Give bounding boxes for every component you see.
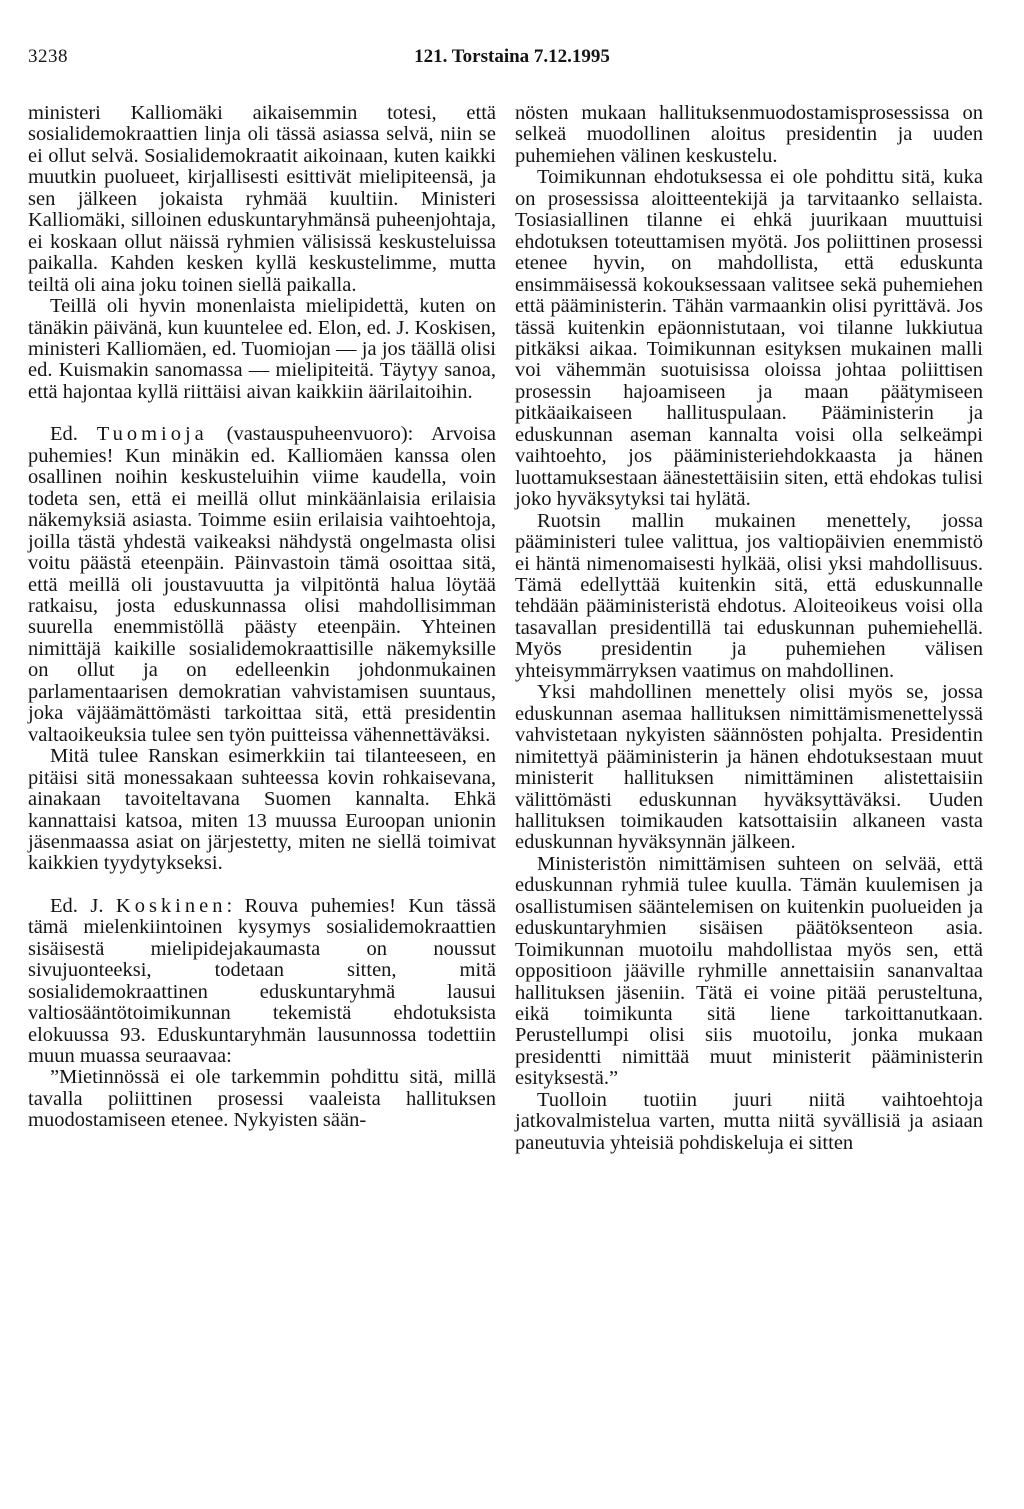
speaker-name: Tuomioja: [96, 423, 208, 446]
running-title: 121. Torstaina 7.12.1995: [414, 46, 610, 67]
speech-text: : Rouva puhemies! Kun tässä tämä mielenkiintoinen kysymys sosialidemokraattien sisäisestä mielipidejakaumasta on noussut sivujuonteeksi, todetaan sitten, mitä sosialidemokraattinen eduskuntaryhmä lausui valtiosääntötoimikunnan tekemistä ehdotuksista elokuussa 93. Eduskuntaryhmän lausunnossa todettiin muun muassa seuraavaa:: [28, 894, 497, 1068]
quote-paragraph: Ruotsin mallin mukainen menettely, jossa pääministeri tulee valittua, jos valtiopäivien enemmistö ei häntä nimenomaisesti hylkää, olisi yksi mahdollisuus. Tämä edellyttää kuitenkin sitä, että eduskunnalle tehdään pääministeristä ehdotus. Aloiteoikeus voisi olla tasavallan presidentillä tai eduskunnan puhemiehellä. Myös presidentin ja puhemiehen välisen yhteisymmärryksen vaatimus on mahdollinen.: [515, 509, 983, 682]
quote-paragraph: Toimikunnan ehdotuksessa ei ole pohdittu sitä, kuka on prosessissa aloitteentekijä ja tarvitaanko sellaista. Tosiasiallinen tilanne ei ehkä juurikaan muuttuisi ehdotuksen toteuttamisen myötä. Jos poliittinen prosessi etenee hyvin, on mahdollista, että eduskunta ensimmäisessä kokouksessaan valitsee sekä puhemiehen että pääministerin. Tähän varmaankin olisi pyrittävä. Jos tässä kuitenkin epäonnistutaan, voi tilanne lukkiutua pitkäksi aikaa. Toimikunnan esityksen mukainen malli voi vähemmän suotuisissa oloissa johtaa poliittisen prosessin hajoamiseen ja maan päätymiseen pitkäaikaiseen hallituspulaan. Pääministerin ja eduskunnan aseman kannalta voisi olla selkeämpi vaihtoehto, jos pääministeriehdokkaasta ja hänen luottamuksestaan äänestettäisiin siten, että ehdokas tulisi joko hyväksytyksi tai hylätä.: [515, 166, 983, 511]
speech-text: (vastauspuheenvuoro): Arvoisa puhemies! Kun minäkin ed. Kalliomäen kanssa olen osallinen noihin keskusteluihin viime kaudella, voin todeta sen, että ei meillä ollut minkäänlaisia erilaisia näkemyksiä asiasta. Toimme esiin erilaisia vaihtoehtoja, joilla tästä yhdestä vaikeaksi nähdystä ongelmasta olisi voitu päästä eteenpäin. Päinvastoin tämä osoittaa sitä, että meillä oli joustavuutta ja vilpitöntä halua löytää ratkaisu, josta eduskunnassa olisi mahdollisimman suurella enemmistöllä päästy eteenpäin. Yhteinen nimittäjä kaikille sosialidemokraattisille näkemyksille on ollut ja on edelleenkin johdonmukainen parlamentaarisen demokratian vahvistamisen suuntaus, joka väjäämättömästi tarkoittaa sitä, että presidentin valtaoikeuksia tulee sen työn puitteissa vähennettäväksi.: [28, 423, 496, 746]
speech-tuomioja: [28, 424, 496, 746]
speaker-prefix: Ed.: [50, 423, 97, 446]
quote-paragraph: Yksi mahdollinen menettely olisi myös se, jossa eduskunnan asemaa hallituksen nimittämismenettelyssä vahvistetaan nykyisten säännösten pohjalta. Presidentin nimitettyä pääministerin ja hänen ehdotuksestaan muut ministerit hallituksen nimittäminen alistettaisiin välittömästi eduskunnan hyväksyttäväksi. Uuden hallituksen toimikauden katsottaisiin alkaneen vasta eduskunnan hyväksynnän jälkeen.: [515, 681, 983, 854]
speech-koskinen: [28, 896, 496, 1068]
paragraph: Tuolloin tuotiin juuri niitä vaihtoehtoja jatkovalmistelua varten, mutta niitä syvällisiä ja asiaan paneutuvia yhteisiä pohdiskeluja ei sitten: [515, 1088, 983, 1154]
quote-paragraph: nösten mukaan hallituksenmuodostamisprosessissa on selkeä muodollinen aloitus presidentin ja uuden puhemiehen välinen keskustelu.: [515, 102, 983, 167]
speaker-name: Koskinen: [115, 894, 227, 917]
quote-paragraph: Ministeristön nimittämisen suhteen on selvää, että eduskunnan ryhmiä tulee kuulla. Tämän kuulemisen ja osallistumisen sääntelemisen on kuitenkin puolueiden ja eduskuntaryhmien sisäisen päätöksenteon asia. Toimikunnan muotoilu mahdollistaa myös sen, että oppositioon jääville ryhmille annettaisiin sananvaltaa hallituksen jäseniin. Tätä ei voine pitää perusteltuna, eikä toimikunta sitä liene tarkoittanutkaan. Perustellumpi olisi siis muotoilu, jonka mukaan presidentti nimittää muut ministerit pääministerin esityksestä.”: [515, 852, 983, 1090]
right-column: [515, 103, 983, 1154]
left-column: [28, 103, 496, 1132]
page-header: [0, 46, 1024, 76]
paragraph: Mitä tulee Ranskan esimerkkiin tai tilanteeseen, en pitäisi sitä monessakaan suhteessa kovin rohkaisevana, ainakaan tavoiteltavana Suomen kannalta. Ehkä kannattaisi katsoa, miten 13 muussa Euroopan unionin jäsenmaassa asiat on järjestetty, miten ne siellä toimivat kaikkien tyydytykseksi.: [28, 745, 496, 875]
paragraph: ministeri Kalliomäki aikaisemmin totesi, että sosialidemokraattien linja oli tässä asiassa selvä, niin se ei ollut selvä. Sosialidemokraatit aikoinaan, kuten kaikki muutkin puolueet, kirjallisesti esittivät mielipiteensä, ja sen jälkeen jokaista ryhmää kuultiin. Ministeri Kalliomäki, silloinen eduskuntaryhmänsä puheenjohtaja, ei koskaan ollut näissä ryhmien välisissä keskusteluissa paikalla. Kahden kesken kyllä keskustelimme, mutta teiltä oli aina joku toinen siellä paikalla.: [28, 102, 496, 296]
quote-paragraph: ”Mietinnössä ei ole tarkemmin pohdittu sitä, millä tavalla poliittinen prosessi vaaleista hallituksen muodostamiseen etenee. Nykyisten sään-: [28, 1066, 496, 1132]
speaker-prefix: Ed. J.: [50, 894, 116, 917]
page-number: 3238: [28, 46, 68, 67]
paragraph: Teillä oli hyvin monenlaista mielipidettä, kuten on tänäkin päivänä, kun kuuntelee ed. Elon, ed. J. Koskisen, ministeri Kalliomäen, ed. Tuomiojan — ja jos täällä olisi ed. Kuismakin sanomassa — mielipiteitä. Täytyy sanoa, että hajontaa kyllä riittäisi aivan kaikkiin äärilaitoihin.: [28, 295, 496, 403]
